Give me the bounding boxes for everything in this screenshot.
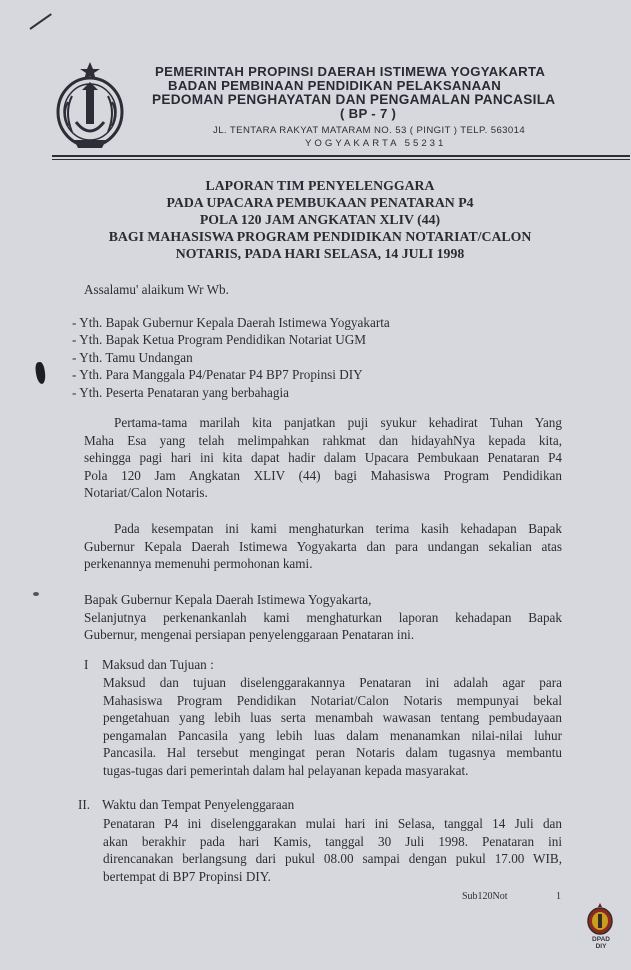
paragraph-line: Penataran P4 ini diselenggarakan mulai hari ini Selasa, tanggal 14 Juli dan bbox=[103, 816, 562, 831]
letterhead-line-3: PEDOMAN PENGHAYATAN DAN PENGAMALAN PANCASILA bbox=[152, 92, 556, 107]
paragraph-line: pengetahuan yang lebih luas serta menambah wawasan tentang pembudayaan bbox=[103, 710, 562, 726]
section-title: Waktu dan Tempat Penyelenggaraan bbox=[102, 797, 295, 812]
section-1-body bbox=[103, 674, 562, 780]
letterhead-line-4: ( BP - 7 ) bbox=[340, 106, 397, 121]
paragraph-line: Pancasila. Hal tersebut mengingat peran Notaris dalam tugasnya membantu bbox=[103, 745, 562, 761]
addressee-item: - Yth. Tamu Undangan bbox=[72, 349, 193, 365]
addressee-item: - Yth. Bapak Gubernur Kepala Daerah Istimewa Yogyakarta bbox=[72, 315, 390, 330]
paragraph-line: Bapak Gubernur Kepala Daerah Istimewa Yogyakarta, bbox=[84, 592, 372, 607]
paragraph-line: Pada kesempatan ini kami menghaturkan terima kasih kehadapan Bapak bbox=[114, 521, 562, 536]
paragraph-line: Mahasiswa Program Pendidikan Notariat/Calon Notaris mempunyai bekal bbox=[103, 692, 562, 708]
report-title-line-5: NOTARIS, PADA HARI SELASA, 14 JULI 1998 bbox=[175, 246, 465, 261]
page-number: 1 bbox=[556, 891, 561, 902]
yogyakarta-emblem bbox=[54, 60, 126, 152]
report-title-line-4: BAGI MAHASISWA PROGRAM PENDIDIKAN NOTARIAT/CALON bbox=[108, 229, 532, 244]
letterhead-rule-thick bbox=[52, 155, 630, 157]
paragraph-line: direncanakan berlangsung dari pukul 08.00 sampai dengan pukul 17.00 WIB, bbox=[103, 851, 562, 867]
paragraph-thanks bbox=[84, 520, 562, 573]
paragraph-line: pengamalan Pancasila yang lebih luas dalam menanamkan nilai-nilai luhur bbox=[103, 727, 562, 743]
paragraph-line: Gubernur Kepala Daerah Istimewa Yogyakarta dan para undangan sekalian atas bbox=[84, 538, 562, 554]
paragraph-line: bertempat di BP7 Propinsi DIY. bbox=[103, 868, 271, 884]
document-code: Sub120Not bbox=[462, 891, 508, 902]
paragraph-report-intro bbox=[84, 591, 562, 644]
paragraph-line: Maha Esa yang telah melimpahkan rahkmat dan hidayahNya kepada kita, bbox=[84, 432, 562, 448]
letterhead-line-1: PEMERINTAH PROPINSI DAERAH ISTIMEWA YOGYAKARTA bbox=[155, 64, 546, 79]
addressee-item: - Yth. Bapak Ketua Program Pendidikan Notariat UGM bbox=[72, 332, 366, 348]
section-2-heading bbox=[78, 797, 294, 813]
archive-logo-icon bbox=[585, 902, 615, 936]
paragraph-line: Pertama-tama marilah kita panjatkan puji syukur kehadirat Tuhan Yang bbox=[114, 415, 562, 430]
letterhead-line-2: BADAN PEMBINAAN PENDIDIKAN PELAKSANAAN bbox=[168, 78, 502, 93]
ink-smudge bbox=[35, 361, 47, 384]
paragraph-line: Gubernur, mengenai persiapan penyelenggaraan Penataran ini. bbox=[84, 627, 415, 643]
paragraph-line: Pola 120 Jam Angkatan XLIV (44) bagi Mahasiswa Program Pendidikan bbox=[84, 467, 562, 483]
paragraph-line: akan berakhir pada hari Kamis, tanggal 30 Juli 1998. Penataran ini bbox=[103, 833, 562, 849]
letterhead-city: YOGYAKARTA 55231 bbox=[305, 138, 447, 149]
section-number: II. bbox=[78, 797, 91, 812]
report-title-line-3: POLA 120 JAM ANGKATAN XLIV (44) bbox=[199, 212, 441, 227]
paragraph-opening bbox=[84, 414, 562, 502]
paragraph-line: sehingga pagi hari ini kita dapat hadir dalam Upacara Pembukaan Penataran P4 bbox=[84, 450, 562, 466]
section-number: I bbox=[84, 657, 89, 672]
report-title-line-2: PADA UPACARA PEMBUKAAN PENATARAN P4 bbox=[166, 195, 474, 210]
greeting: Assalamu' alaikum Wr Wb. bbox=[84, 282, 229, 297]
addressee-item: - Yth. Para Manggala P4/Penatar P4 BP7 Propinsi DIY bbox=[72, 367, 363, 383]
section-1-heading bbox=[84, 657, 214, 673]
paragraph-line: Maksud dan tujuan diselenggarakannya Penataran ini adalah agar para bbox=[103, 675, 562, 690]
archive-logo-text: DPAD DIY bbox=[592, 936, 610, 950]
paragraph-line: Selanjutnya perkenankanlah kami menghaturkan laporan kehadapan Bapak bbox=[84, 609, 562, 625]
section-2-body bbox=[103, 815, 562, 885]
letterhead-rule-thin bbox=[52, 159, 630, 160]
section-title: Maksud dan Tujuan : bbox=[102, 657, 214, 672]
addressee-item: - Yth. Peserta Penataran yang berbahagia bbox=[72, 384, 290, 400]
ink-dot bbox=[33, 592, 39, 596]
paragraph-line: Notariat/Calon Notaris. bbox=[84, 485, 208, 501]
letterhead-address: JL. TENTARA RAKYAT MATARAM NO. 53 ( PINGIT ) TELP. 563014 bbox=[213, 125, 526, 136]
addressee-list bbox=[72, 314, 390, 401]
paragraph-line: tugas-tugas dari pemerintah dalam hal pelayanan kepada masyarakat. bbox=[103, 762, 469, 778]
paragraph-line: perkenannya memenuhi permohonan kami. bbox=[84, 556, 313, 572]
pen-mark bbox=[29, 13, 51, 30]
report-title-line-1: LAPORAN TIM PENYELENGGARA bbox=[205, 178, 435, 193]
